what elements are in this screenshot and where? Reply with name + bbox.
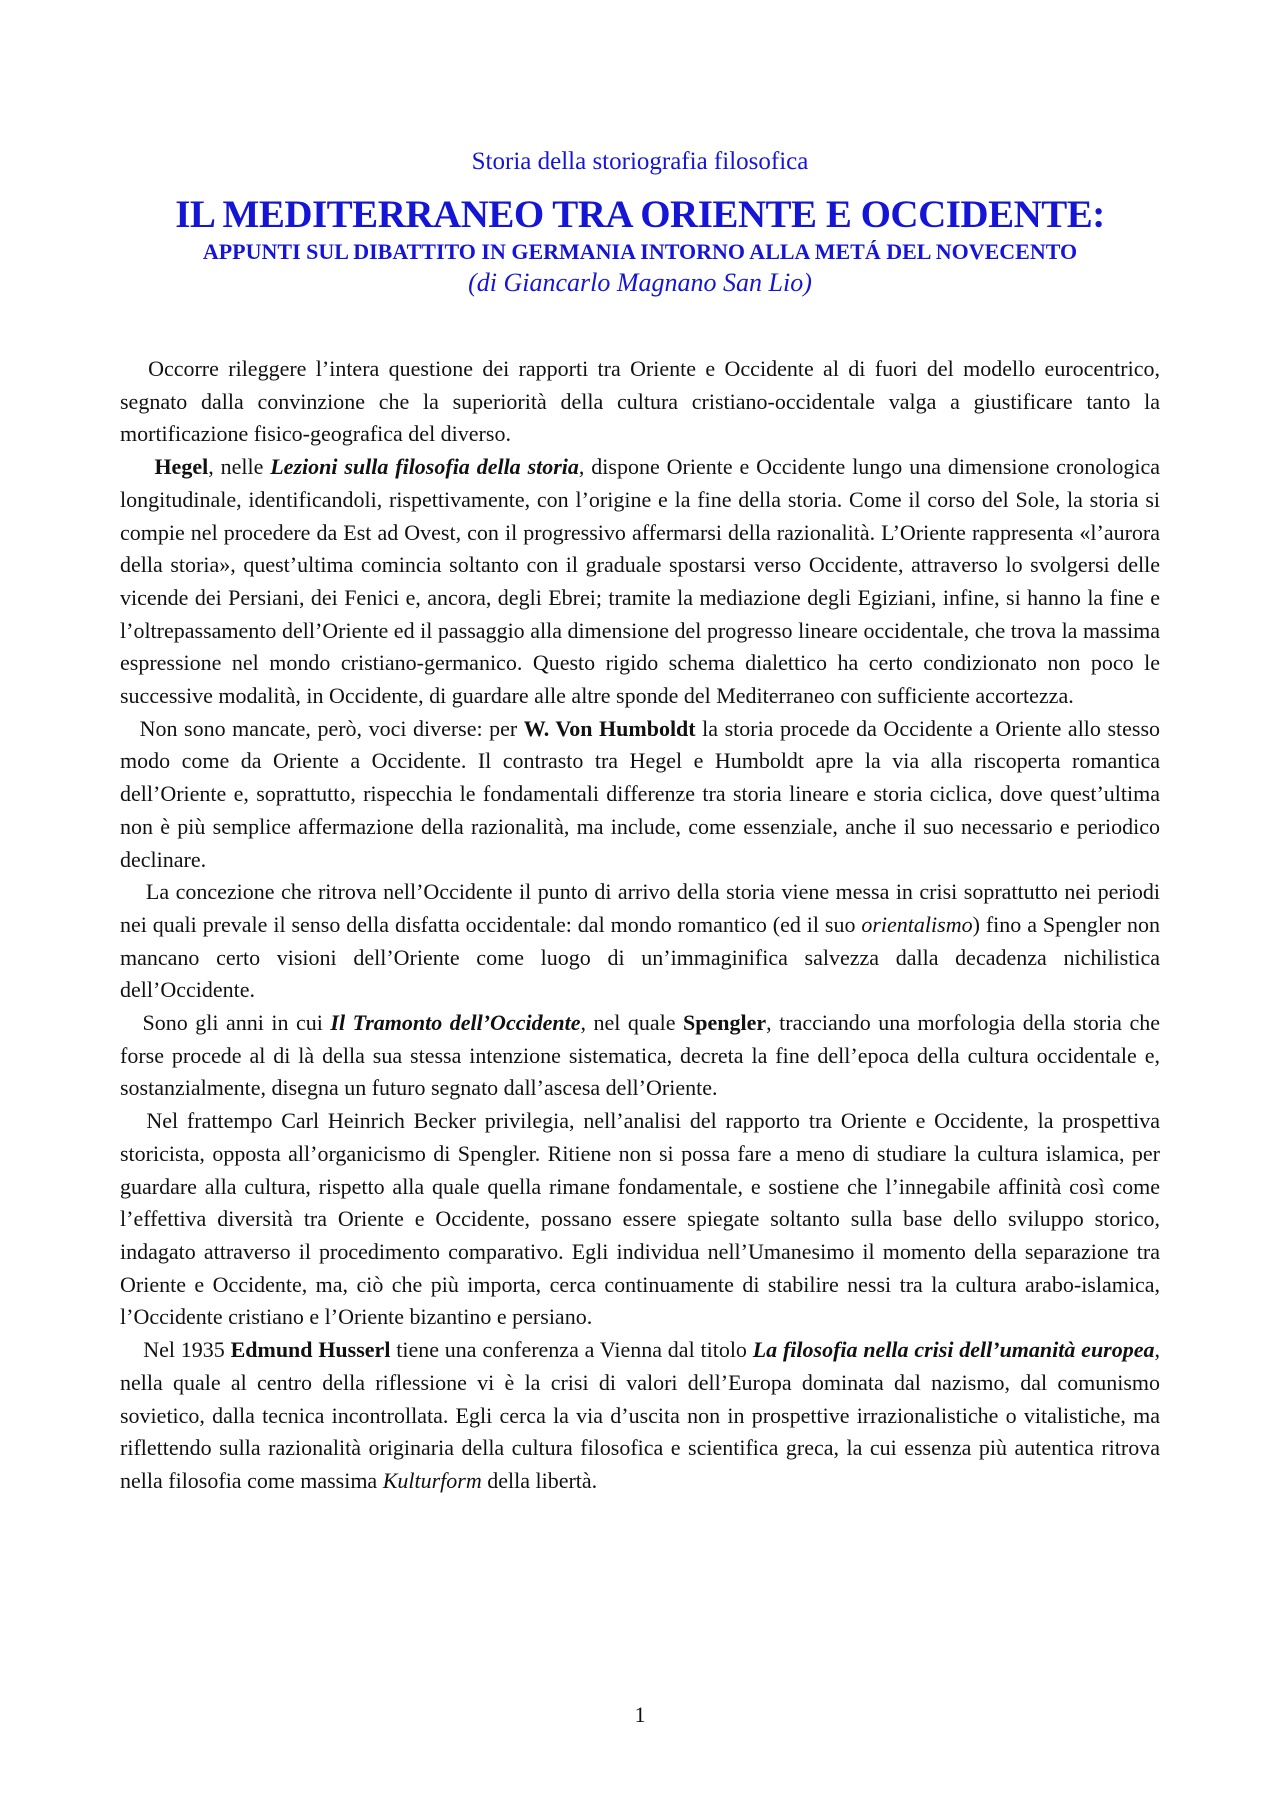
text-run: Nel 1935 [143,1337,231,1363]
page-number: 1 [634,1702,646,1727]
italic-term: orientalismo [861,911,973,937]
author-line: (di Giancarlo Magnano San Lio) [468,268,812,297]
page-title: IL MEDITERRANEO TRA ORIENTE E OCCIDENTE: [175,193,1105,236]
text-run: tiene una conferenza a Vienna dal titolo [390,1337,753,1363]
paragraph-indent [120,879,146,904]
person-name: Spengler [683,1010,767,1036]
text-run: , tracciando una morfologia della storia che forse procede al di là della sua stessa intenzione sistematica, decreta la fine dell’epoca della cultura occidentale e, sostanzialmente, disegna un futuro segnato dall’ascesa dell’Oriente. [120,1010,1160,1101]
text-run: Occorre rileggere l’intera questione dei rapporti tra Oriente e Occidente al di fuori del modello eurocentrico, segnato dalla convinzione che la superiorità della cultura cristiano-occidentale valga a giustificare tanto la mortificazione fisico-geografica del diverso. [120,356,1160,447]
text-run: della libertà. [481,1467,598,1493]
paragraph-indent [120,454,154,479]
text-run: , nelle [208,454,271,480]
text-run: Non sono mancate, però, voci diverse: per [139,715,524,741]
text-run: , nel quale [580,1010,684,1036]
paragraph-spengler [120,1007,1160,1105]
page-subtitle: APPUNTI SUL DIBATTITO IN GERMANIA INTORNO ALLA METÁ DEL NOVECENTO [202,239,1078,264]
series-heading: Storia della storiografia filosofica [471,148,809,175]
text-run: Nel frattempo Carl Heinrich Becker privilegia, nell’analisi del rapporto tra Oriente e Occidente, la prospettiva storicista, opposta all’organicismo di Spengler. Ritiene non si possa fare a meno di studiare la cultura islamica, per guardare alla cultura, rispetto alla quale quella rimane fondamentale, e sostiene che l’innegabile affinità così come l’effettiva diversità tra Oriente e Occidente, possano essere spiegate soltanto sulla base dello sviluppo storico, indagato attraverso il procedimento comparativo. Egli individua nell’Umanesimo il momento della separazione tra Oriente e Occidente, ma, ciò che più importa, cerca continuamente di stabilire nessi tra la cultura arabo-islamica, l’Occidente cristiano e l’Oriente bizantino e persiano. [120,1108,1161,1330]
paragraph-eurocentrism [120,353,1160,451]
person-name: Hegel [154,454,209,480]
person-name: W. Von Humboldt [523,715,696,741]
person-name: Edmund Husserl [230,1337,391,1363]
text-run: , dispone Oriente e Occidente lungo una dimensione cronologica longitudinale, identificandoli, rispettivamente, con l’origine e la fine della storia. Come il corso del Sole, la storia si compie nel procedere da Est ad Ovest, con il progressivo affermarsi della razionalità. L’Oriente rappresenta «l’aurora della storia», quest’ultima comincia soltanto con il graduale spostarsi verso Occidente, attraverso lo svolgersi delle vicende dei Persiani, dei Fenici e, ancora, degli Ebrei; tramite la mediazione degli Egiziani, infine, si hanno la fine e l’oltrepassamento dell’Oriente ed il passaggio alla dimensione del progresso lineare occidentale, che trova la massima espressione nel mondo cristiano-germanico. Questo rigido schema dialettico ha certo condizionato non poco le successive modalità, in Occidente, di guardare alle altre sponde del Mediterraneo con sufficiente accortezza. [120,454,1160,709]
paragraph-indent [120,716,140,741]
paragraph-hegel [120,451,1160,713]
article-body [120,353,1160,1498]
work-title: La filosofia nella crisi dell’umanità europea [752,1337,1155,1363]
paragraph-becker [120,1105,1160,1334]
text-run: Sono gli anni in cui [142,1010,331,1036]
work-title: Il Tramonto dell’Occidente [330,1010,581,1036]
paragraph-humboldt [120,713,1160,877]
paragraph-indent [120,1337,143,1362]
work-title: Lezioni sulla filosofia della storia [270,454,579,480]
italic-term: Kulturform [382,1467,482,1493]
paragraph-indent [120,356,148,381]
text-run: , nella quale al centro della riflessione vi è la crisi di valori dell’Europa dominata dal nazismo, dal comunismo sovietico, dalla tecnica incontrollata. Egli cerca la via d’uscita non in prospettive irrazionalistiche o vitalistiche, ma riflettendo sulla razionalità originaria della cultura filosofica e scientifica greca, la cui essenza più autentica ritrova nella filosofia come massima [120,1337,1161,1493]
text-run: la storia procede da Occidente a Oriente allo stesso modo come da Oriente a Occidente. Il contrasto tra Hegel e Humboldt apre la via alla riscoperta romantica dell’Oriente e, soprattutto, rispecchia le fondamentali differenze tra storia lineare e storia ciclica, dove quest’ultima non è più semplice affermazione della razionalità, ma include, come essenziale, anche il suo necessario e periodico declinare. [120,715,1161,872]
paragraph-crisis [120,876,1160,1007]
text-run: ) fino a Spengler non mancano certo visioni dell’Oriente come luogo di un’immaginifica salvezza dalla decadenza nichilistica dell’Occidente. [120,911,1160,1003]
paragraph-husserl [120,1334,1160,1498]
text-run: La concezione che ritrova nell’Occidente il punto di arrivo della storia viene messa in crisi soprattutto nei periodi nei quali prevale il senso della disfatta occidentale: dal mondo romantico (ed il suo [120,879,1160,937]
paragraph-indent [120,1108,146,1133]
paragraph-indent [120,1010,143,1035]
